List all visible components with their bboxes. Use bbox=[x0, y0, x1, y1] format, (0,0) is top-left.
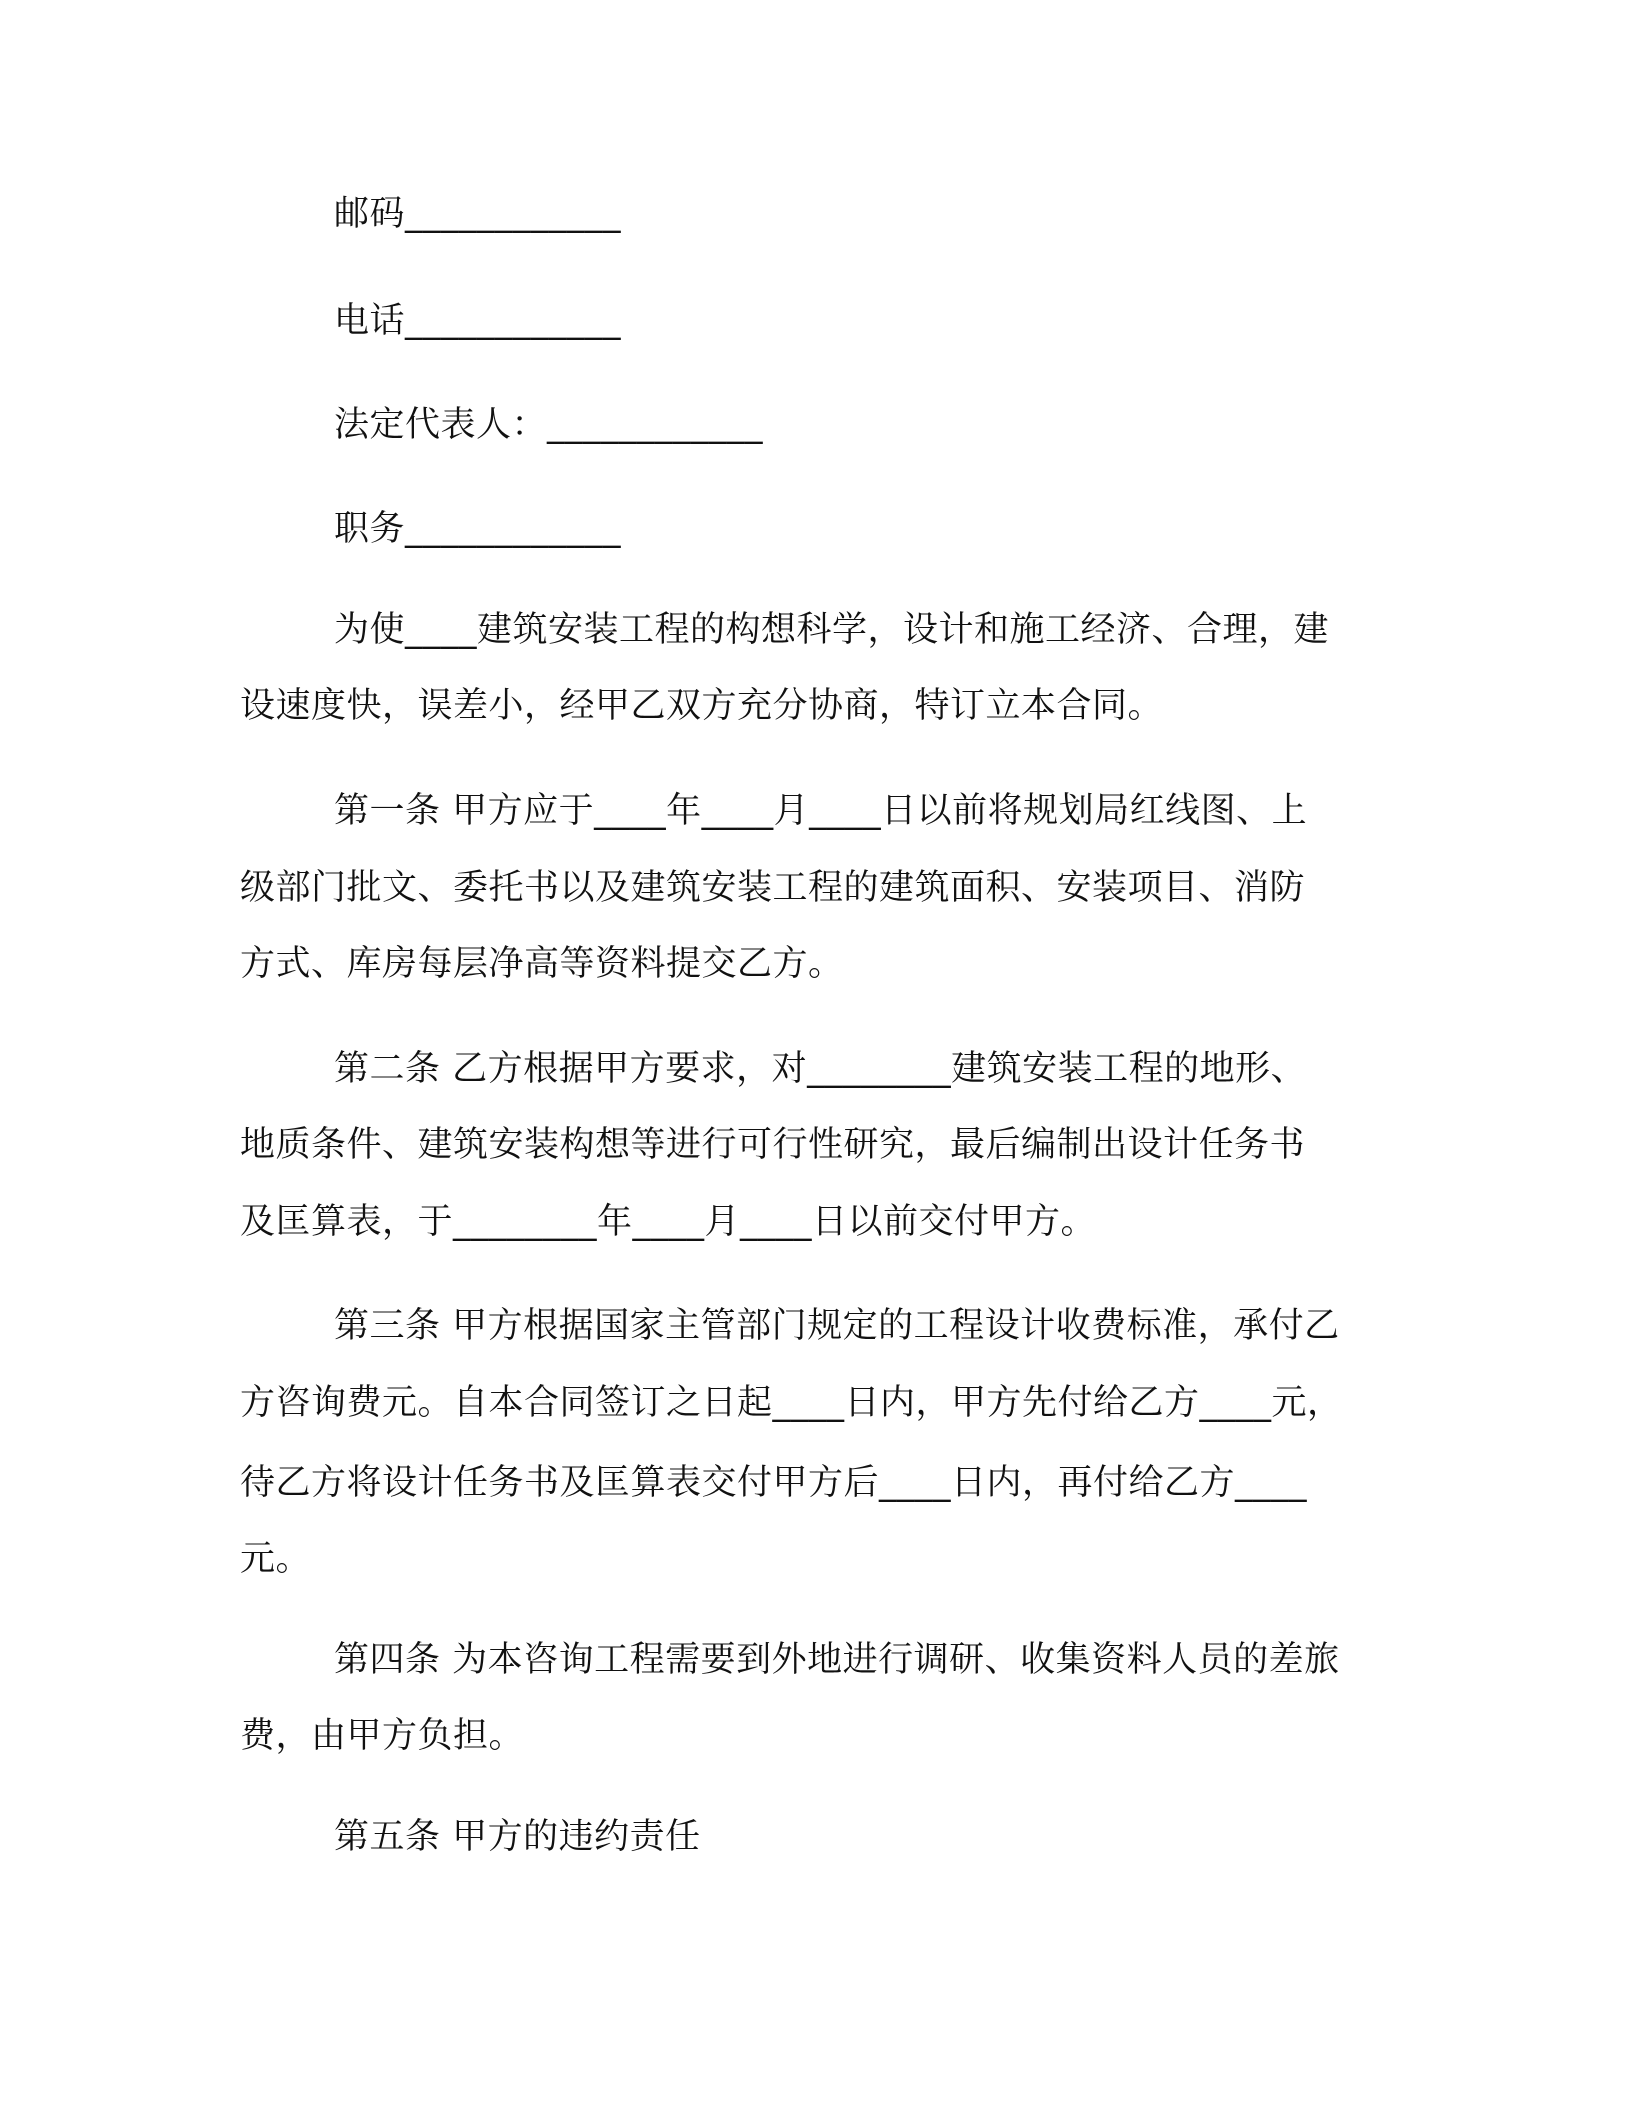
article-2-line-3: 及匡算表，于________年____月____日以前交付甲方。 bbox=[240, 1202, 1097, 1242]
legal-representative-field: 法定代表人：____________ bbox=[334, 405, 764, 445]
article-4-line-2: 费，由甲方负担。 bbox=[240, 1716, 525, 1756]
article-3-line-2: 方咨询费元。自本合同签订之日起____日内，甲方先付给乙方____元， bbox=[240, 1383, 1343, 1423]
preamble-line-2: 设速度快，误差小，经甲乙双方充分协商，特订立本合同。 bbox=[240, 686, 1164, 726]
article-1-line-2: 级部门批文、委托书以及建筑安装工程的建筑面积、安装项目、消防 bbox=[240, 868, 1306, 908]
phone-field: 电话____________ bbox=[334, 301, 622, 341]
article-3-line-3: 待乙方将设计任务书及匡算表交付甲方后____日内，再付给乙方____ bbox=[240, 1463, 1308, 1503]
postal-code-field: 邮码____________ bbox=[334, 194, 622, 234]
article-1-line-3: 方式、库房每层净高等资料提交乙方。 bbox=[240, 944, 844, 984]
article-2-line-1: 第二条 乙方根据甲方要求，对________建筑安装工程的地形、 bbox=[334, 1049, 1307, 1089]
position-field: 职务____________ bbox=[334, 509, 622, 549]
article-4-line-1: 第四条 为本咨询工程需要到外地进行调研、收集资料人员的差旅 bbox=[334, 1640, 1340, 1680]
article-1-line-1: 第一条 甲方应于____年____月____日以前将规划局红线图、上 bbox=[334, 791, 1308, 831]
preamble-line-1: 为使____建筑安装工程的构想科学，设计和施工经济、合理，建 bbox=[334, 610, 1330, 650]
article-2-line-2: 地质条件、建筑安装构想等进行可行性研究，最后编制出设计任务书 bbox=[240, 1125, 1306, 1165]
article-3-line-1: 第三条 甲方根据国家主管部门规定的工程设计收费标准，承付乙 bbox=[334, 1306, 1340, 1346]
article-3-line-4: 元。 bbox=[240, 1539, 312, 1579]
article-5-heading: 第五条 甲方的违约责任 bbox=[334, 1817, 701, 1857]
